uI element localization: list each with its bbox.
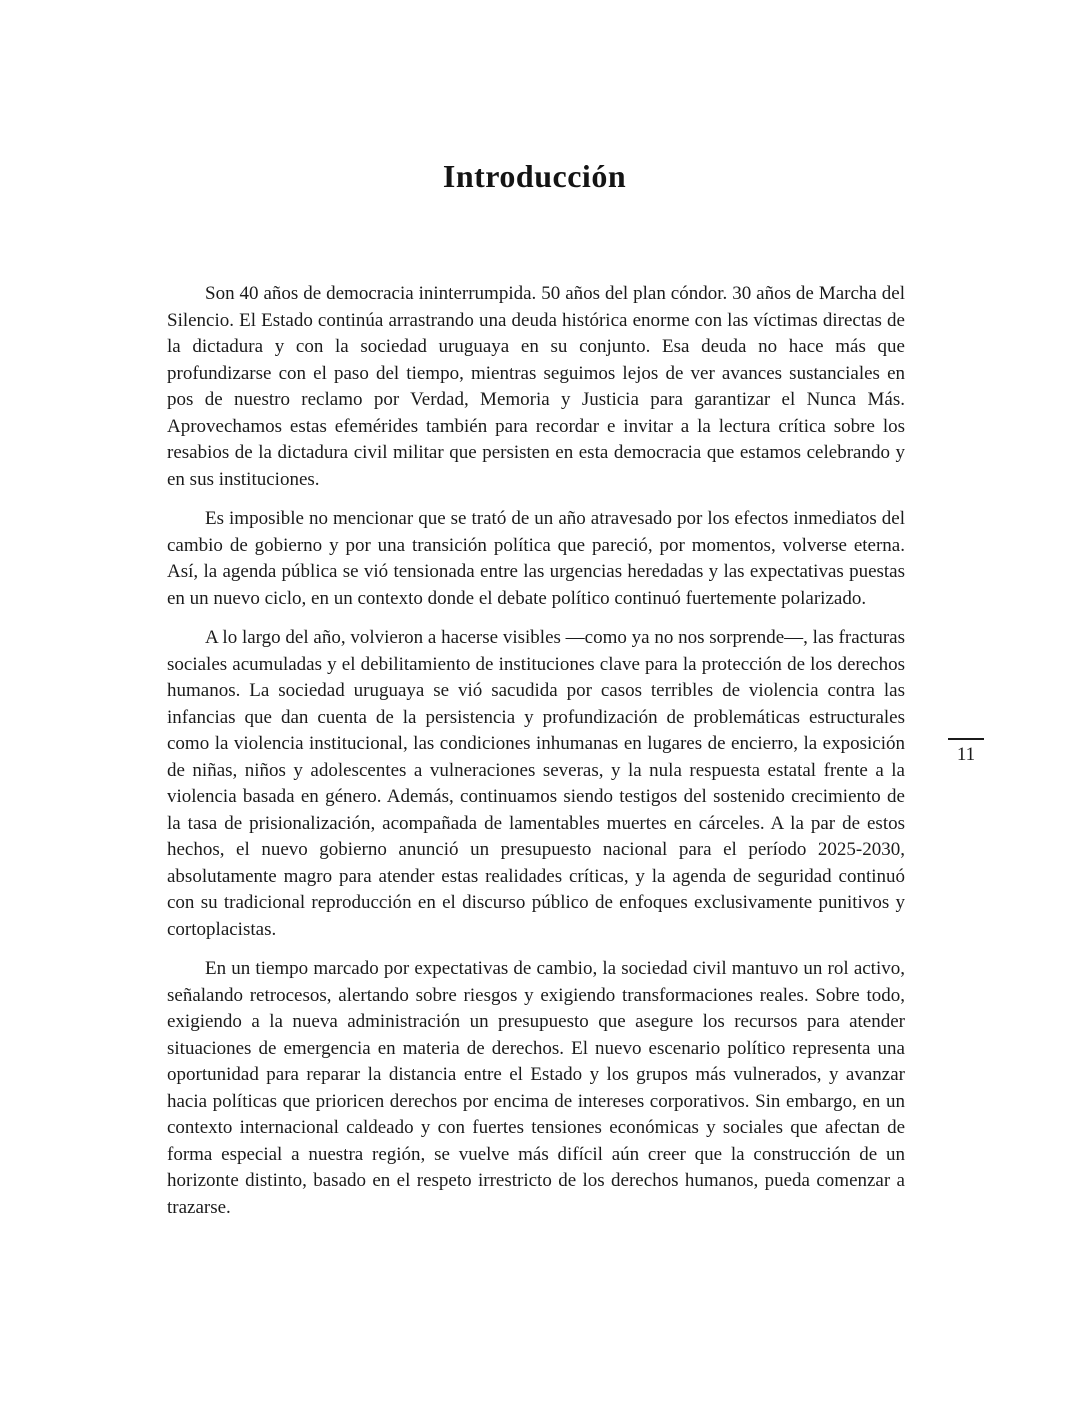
paragraph: A lo largo del año, volvieron a hacerse visibles —como ya no nos sorprende—, las fracturas sociales acumuladas y el debilitamiento de instituciones clave para la protección de los derechos humanos. La sociedad uruguaya se vió sacudida por casos terribles de violencia contra las infancias que dan cuenta de la persistencia y profundización de problemáticas estructurales como la violencia institucional, las condiciones inhumanas en lugares de encierro, la exposición de niñas, niños y adolescentes a vulneraciones severas, y la nula respuesta estatal frente a la violencia basada en género. Además, continuamos siendo testigos del sostenido crecimiento de la tasa de prisionalización, acompañada de lamentables muertes en cárceles. A la par de estos hechos, el nuevo gobierno anunció un presupuesto nacional para el período 2025-2030, absolutamente magro para atender estas realidades críticas, y la agenda de seguridad continuó con su tradicional reproducción en el discurso público de enfoques exclusivamente punitivos y cortoplacistas. <box>167 627 905 940</box>
paragraph: En un tiempo marcado por expectativas de cambio, la sociedad civil mantuvo un rol activo, señalando retrocesos, alertando sobre riesgos y exigiendo transformaciones reales. Sobre todo, exigiendo a la nueva administración un presupuesto que asegure los recursos para atender situaciones de emergencia en materia de derechos. El nuevo escenario político representa una oportunidad para reparar la distancia entre el Estado y los grupos más vulnerados, y avanzar hacia políticas que prioricen derechos por encima de intereses corporativos. Sin embargo, en un contexto internacional caldeado y con fuertes tensiones económicas y sociales que afectan de forma especial a nuestra región, se vuelve más difícil aún creer que la construcción de un horizonte distinto, basado en el respeto irrestricto de los derechos humanos, pueda comenzar a trazarse. <box>167 958 905 1218</box>
paragraph: Es imposible no mencionar que se trató de un año atravesado por los efectos inmediatos del cambio de gobierno y por una transición política que pareció, por momentos, volverse eterna. Así, la agenda pública se vió tensionada entre las urgencias heredadas y las expectativas puestas en un nuevo ciclo, en un contexto donde el debate político continuó fuertemente polarizado. <box>167 508 905 609</box>
folio-rule <box>948 738 984 740</box>
paragraph: Son 40 años de democracia ininterrumpida. 50 años del plan cóndor. 30 años de Marcha del Silencio. El Estado continúa arrastrando una deuda histórica enorme con las víctimas directas de la dictadura y con la sociedad uruguaya en su conjunto. Esa deuda no hace más que profundizarse con el paso del tiempo, mientras seguimos lejos de ver avances sustanciales en pos de nuestro reclamo por Verdad, Memoria y Justicia para garantizar el Nunca Más. Aprovechamos estas efemérides también para recordar e invitar a la lectura crítica sobre los resabios de la dictadura civil militar que persisten en esta democracia que estamos celebrando y en sus instituciones. <box>167 283 905 490</box>
page-title: Introducción <box>442 158 627 194</box>
page-number <box>946 738 986 766</box>
body-text <box>167 281 905 1234</box>
folio-number: 11 <box>956 744 976 765</box>
